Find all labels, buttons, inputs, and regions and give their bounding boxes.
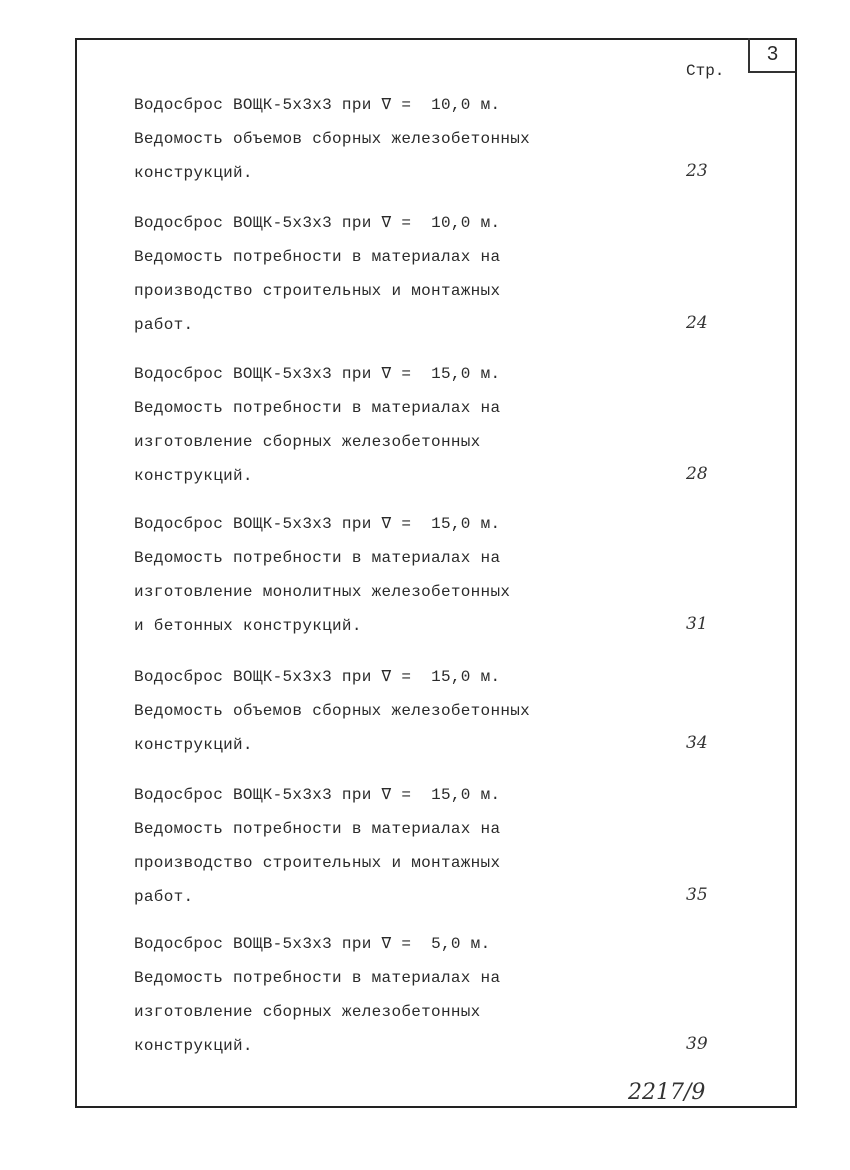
contents-entry: [134, 934, 774, 1070]
entry-line: Водосброс ВОЩВ-5х3х3 при ∇ = 5,0 м.: [134, 935, 491, 953]
entry-line: Водосброс ВОЩК-5х3х3 при ∇ = 15,0 м.: [134, 365, 501, 383]
entry-line: изготовление сборных железобетонных: [134, 1003, 481, 1021]
entry-line: производство строительных и монтажных: [134, 282, 501, 300]
entry-line: Ведомость потребности в материалах на: [134, 248, 501, 266]
contents-entry: [134, 667, 774, 769]
entry-line: изготовление монолитных железобетонных: [134, 583, 511, 601]
entry-line: работ.: [134, 888, 194, 906]
entry-page-number: 24: [686, 313, 708, 333]
contents-entry: [134, 95, 774, 197]
page-column-label: Стр.: [686, 62, 725, 80]
contents-entry: [134, 213, 774, 349]
entry-page-number: 31: [686, 614, 708, 634]
entry-line: Водосброс ВОЩК-5х3х3 при ∇ = 10,0 м.: [134, 96, 501, 114]
entry-line: Ведомость объемов сборных железобетонных: [134, 702, 531, 720]
entry-page-number: 28: [686, 464, 708, 484]
entry-line: работ.: [134, 316, 194, 334]
document-code: 2217/9: [628, 1080, 706, 1105]
entry-page-number: 39: [686, 1034, 708, 1054]
entry-line: конструкций.: [134, 467, 253, 485]
entry-line: Водосброс ВОЩК-5х3х3 при ∇ = 15,0 м.: [134, 515, 501, 533]
entry-line: Водосброс ВОЩК-5х3х3 при ∇ = 15,0 м.: [134, 786, 501, 804]
entry-line: Ведомость потребности в материалах на: [134, 549, 501, 567]
contents-entry: [134, 785, 774, 921]
entry-line: Водосброс ВОЩК-5х3х3 при ∇ = 10,0 м.: [134, 214, 501, 232]
contents-entry: [134, 514, 774, 650]
entry-line: производство строительных и монтажных: [134, 854, 501, 872]
entry-line: конструкций.: [134, 1037, 253, 1055]
entry-line: изготовление сборных железобетонных: [134, 433, 481, 451]
entry-line: Ведомость объемов сборных железобетонных: [134, 130, 531, 148]
entry-page-number: 34: [686, 733, 708, 753]
entry-line: Ведомость потребности в материалах на: [134, 399, 501, 417]
entry-line: конструкций.: [134, 164, 253, 182]
entry-line: Ведомость потребности в материалах на: [134, 820, 501, 838]
contents-entry: [134, 364, 774, 500]
entry-page-number: 35: [686, 885, 708, 905]
sheet-number: 3: [748, 38, 795, 73]
entry-line: Водосброс ВОЩК-5х3х3 при ∇ = 15,0 м.: [134, 668, 501, 686]
entry-line: Ведомость потребности в материалах на: [134, 969, 501, 987]
entry-page-number: 23: [686, 161, 708, 181]
entry-line: конструкций.: [134, 736, 253, 754]
entry-line: и бетонных конструкций.: [134, 617, 362, 635]
